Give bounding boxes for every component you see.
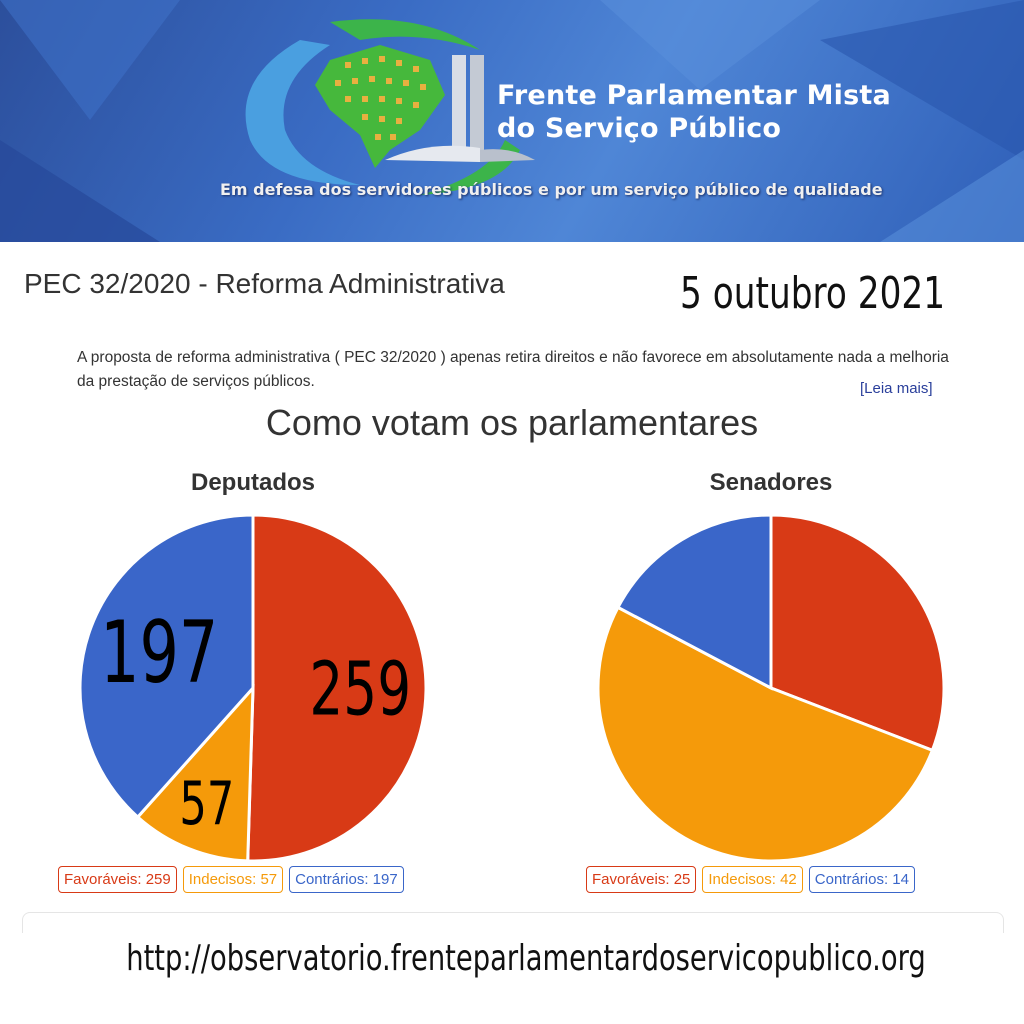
legend-favoraveis[interactable]: Favoráveis: 25	[586, 866, 696, 893]
chart-title-deputados: Deputados	[190, 469, 315, 496]
chart-title-senadores: Senadores	[709, 469, 833, 496]
legend-indecisos[interactable]: Indecisos: 57	[183, 866, 283, 893]
legend-contrarios[interactable]: Contrários: 14	[809, 866, 915, 893]
footer-url[interactable]	[0, 938, 1024, 979]
description-text: A proposta de reforma administrativa ( PEC 32/2020 ) apenas retira direitos e não favorece em absolutamente nada a melhoria da prestação de serviços públicos.	[77, 349, 949, 390]
legend-senadores	[586, 866, 915, 893]
banner-title-line2: do Serviço Público	[497, 113, 782, 144]
banner-tagline: Em defesa dos servidores públicos e por um serviço público de qualidade	[220, 180, 883, 199]
page-title: PEC 32/2020 - Reforma Administrativa	[24, 268, 505, 299]
read-more-link[interactable]: [Leia mais]	[860, 380, 933, 397]
legend-indecisos[interactable]: Indecisos: 42	[702, 866, 802, 893]
legend-favoraveis[interactable]: Favoráveis: 259	[58, 866, 177, 893]
legend-deputados	[58, 866, 404, 893]
slice-label-deputados-contrários: 197	[100, 601, 219, 703]
footer-url-text: http://observatorio.frenteparlamentardoservicopublico.org	[126, 938, 926, 979]
section-title: Como votam os parlamentares	[265, 402, 759, 443]
date-label: 5 outubro 2021	[680, 268, 946, 319]
banner-title-line1: Frente Parlamentar Mista	[497, 80, 891, 111]
slice-label-deputados-indecisos: 57	[179, 768, 235, 839]
slice-label-deputados-favoráveis: 259	[309, 646, 412, 733]
card-divider	[22, 912, 1004, 933]
legend-contrarios[interactable]: Contrários: 197	[289, 866, 404, 893]
